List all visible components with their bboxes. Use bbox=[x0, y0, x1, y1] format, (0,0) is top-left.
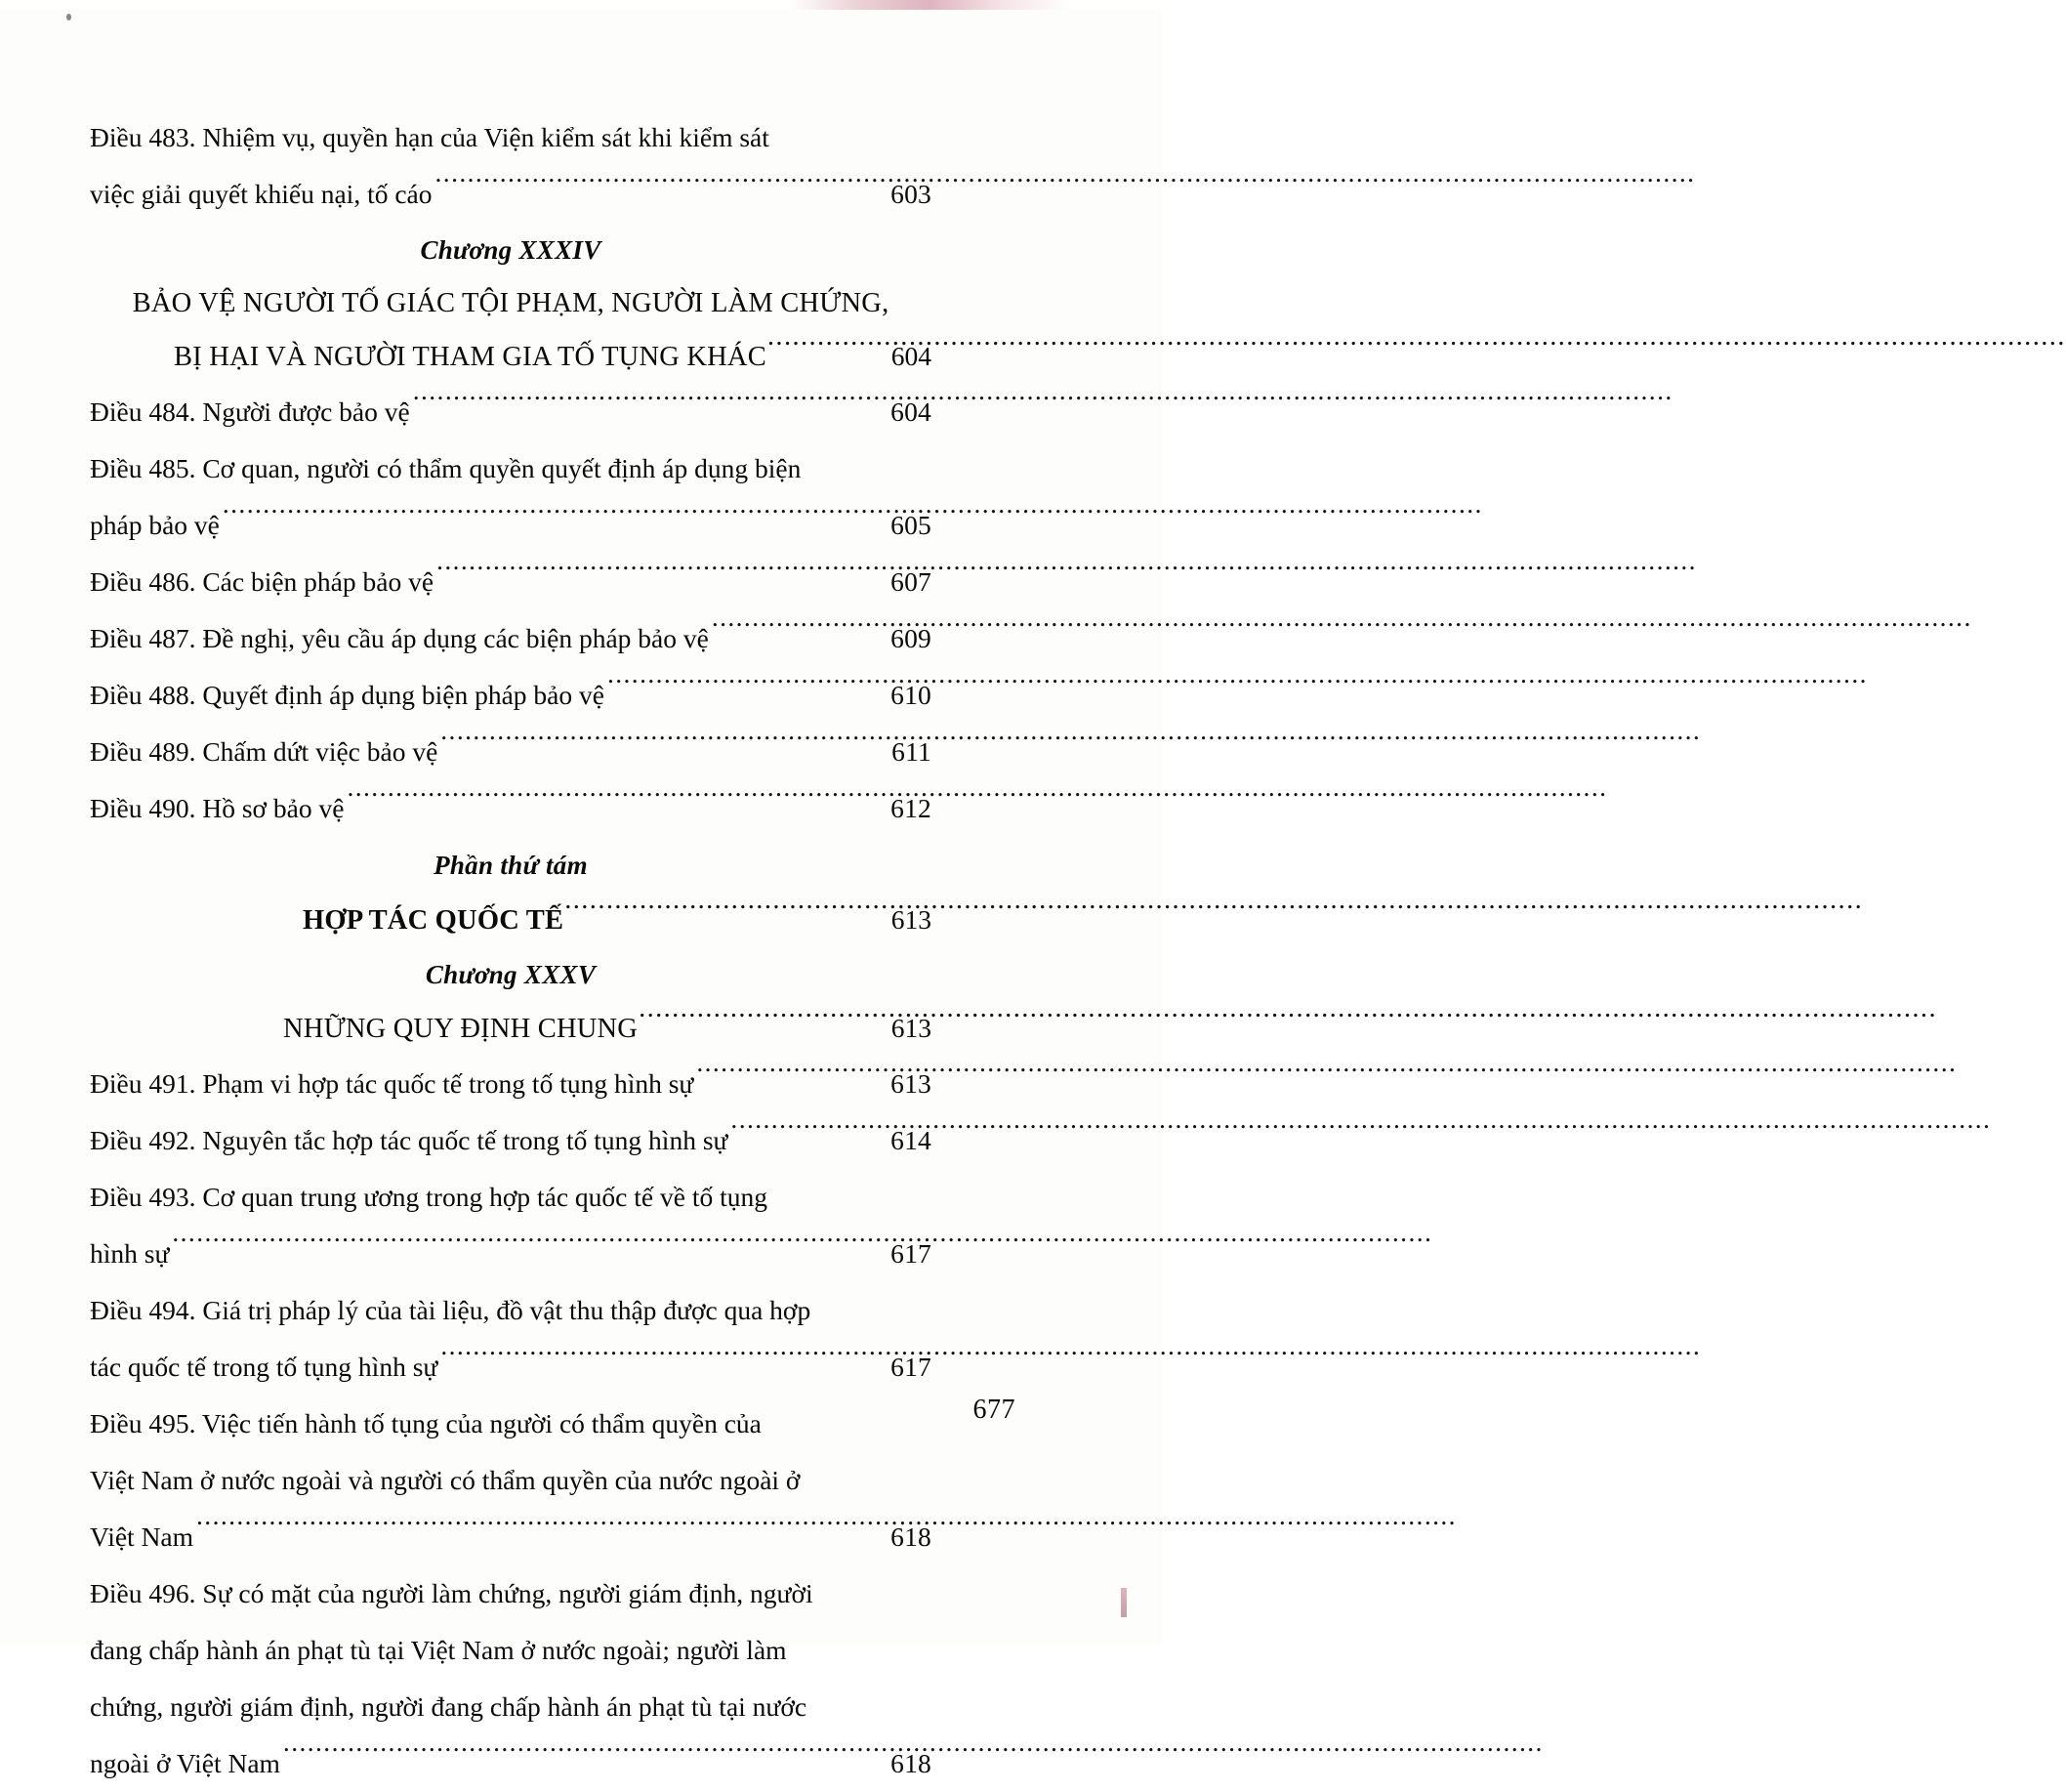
page-number: 612 bbox=[890, 793, 931, 823]
toc-entry-line: Điều 492. Nguyên tắc hợp tác quốc tế trong tố tụng hình sự bbox=[90, 1125, 728, 1155]
scan-speck-artifact bbox=[66, 14, 71, 21]
dot-leader bbox=[440, 1350, 888, 1377]
toc-entry-line: Điều 490. Hồ sơ bảo vệ bbox=[90, 793, 345, 823]
chapter-title-line: BẢO VỆ NGƯỜI TỐ GIÁC TỘI PHẠM, NGƯỜI LÀM CHỨNG, bbox=[132, 288, 889, 318]
page-number: 613 bbox=[890, 1013, 931, 1043]
page-number: 603 bbox=[890, 179, 931, 209]
dot-leader bbox=[564, 901, 891, 930]
page-number: 604 bbox=[890, 396, 931, 427]
page-number: 617 bbox=[890, 1238, 931, 1269]
toc-entry-line: ngoài ở Việt Nam bbox=[90, 1748, 280, 1778]
dot-leader bbox=[413, 395, 888, 422]
chapter-title: NHỮNG QUY ĐỊNH CHUNG bbox=[283, 1014, 639, 1044]
chapter-label-xxxv: Chương XXXV bbox=[425, 960, 597, 989]
page-number: 609 bbox=[890, 623, 931, 653]
toc-entry-line: Điều 487. Đề nghị, yêu cầu áp dụng các biện pháp bảo vệ bbox=[90, 623, 709, 653]
toc-entry-line: chứng, người giám định, người đang chấp hành án phạt tù tại nước bbox=[90, 1691, 807, 1722]
page-number: 618 bbox=[890, 1748, 931, 1778]
dot-leader bbox=[607, 678, 888, 705]
toc-entry-line: Điều 493. Cơ quan trung ương trong hợp tác quốc tế về tố tụng bbox=[90, 1182, 767, 1212]
toc-entry-line: Điều 483. Nhiệm vụ, quyền hạn của Viện kiểm sát khi kiểm sát bbox=[90, 122, 769, 152]
toc-entry-line: Điều 489. Chấm dứt việc bảo vệ bbox=[90, 736, 438, 767]
page-folio: 677 bbox=[972, 1395, 1015, 1425]
scan-edge-artifact bbox=[0, 0, 1162, 10]
page-number: 607 bbox=[890, 566, 931, 597]
dot-leader bbox=[435, 177, 889, 204]
dot-leader bbox=[639, 1010, 891, 1038]
dot-leader bbox=[223, 508, 888, 535]
toc-entry-line: Điều 485. Cơ quan, người có thẩm quyền quyết định áp dụng biện bbox=[90, 453, 802, 483]
toc-entry-line: Việt Nam ở nước ngoài và người có thẩm quyền của nước ngoài ở bbox=[90, 1465, 801, 1495]
page-number: 613 bbox=[890, 1068, 931, 1099]
dot-leader bbox=[436, 564, 888, 592]
page-number: 617 bbox=[890, 1352, 931, 1382]
scan-margin-mark bbox=[1121, 1588, 1127, 1617]
toc-entry-line: đang chấp hành án phạt tù tại Việt Nam ở nước ngoài; người làm bbox=[90, 1635, 787, 1665]
dot-leader bbox=[283, 1746, 888, 1773]
toc-entry-dieu-484 bbox=[90, 384, 931, 440]
page-number: 610 bbox=[890, 680, 931, 710]
toc-entry-dieu-492 bbox=[90, 1112, 931, 1169]
page-number: 605 bbox=[890, 510, 931, 540]
page-number: 614 bbox=[890, 1125, 931, 1155]
toc-entry-line: Việt Nam bbox=[90, 1521, 194, 1552]
toc-entry-dieu-490 bbox=[90, 780, 931, 837]
dot-leader bbox=[696, 1066, 888, 1094]
toc-entry-line: hình sự bbox=[90, 1238, 170, 1269]
dot-leader bbox=[440, 734, 889, 762]
page-number: 613 bbox=[890, 904, 931, 935]
chapter-title-line: BỊ HẠI VÀ NGƯỜI THAM GIA TỐ TỤNG KHÁC bbox=[174, 342, 766, 372]
page-number: 604 bbox=[890, 341, 931, 371]
page-number: 618 bbox=[890, 1521, 931, 1552]
toc-entry-line: Điều 486. Các biện pháp bảo vệ bbox=[90, 566, 434, 597]
dot-leader bbox=[196, 1520, 888, 1547]
toc-entry-dieu-493 bbox=[90, 1169, 931, 1282]
toc-entry-dieu-495 bbox=[90, 1396, 931, 1565]
toc-entry-line: tác quốc tế trong tố tụng hình sự bbox=[90, 1352, 438, 1382]
toc-entry-line: Điều 488. Quyết định áp dụng biện pháp bảo vệ bbox=[90, 680, 604, 710]
dot-leader bbox=[172, 1236, 888, 1264]
toc-entry-dieu-494 bbox=[90, 1282, 931, 1396]
dot-leader bbox=[730, 1123, 888, 1150]
toc-entry-dieu-483 bbox=[90, 109, 931, 223]
toc-entry-line: pháp bảo vệ bbox=[90, 510, 220, 540]
dot-leader bbox=[347, 791, 888, 818]
toc-entry-part-eight-title bbox=[90, 894, 931, 947]
part-label-eight: Phần thứ tám bbox=[434, 851, 588, 880]
toc-entry-line: việc giải quyết khiếu nại, tố cáo bbox=[90, 179, 433, 209]
toc-entry-dieu-496 bbox=[90, 1565, 931, 1792]
toc-entry-line: Điều 491. Phạm vi hợp tác quốc tế trong tố tụng hình sự bbox=[90, 1068, 694, 1099]
part-title: HỢP TÁC QUỐC TẾ bbox=[303, 905, 564, 936]
dot-leader bbox=[712, 621, 888, 648]
toc-entry-line: Điều 496. Sự có mặt của người làm chứng, người giám định, người bbox=[90, 1578, 813, 1608]
chapter-label-xxxiv: Chương XXXIV bbox=[420, 235, 601, 265]
page-number: 611 bbox=[891, 736, 931, 767]
toc-entry-line: Điều 494. Giá trị pháp lý của tài liệu, đồ vật thu thập được qua hợp bbox=[90, 1295, 811, 1325]
dot-leader bbox=[767, 338, 891, 366]
toc-entries-container bbox=[90, 109, 931, 1792]
toc-entry-line: Điều 495. Việc tiến hành tố tụng của người có thẩm quyền của bbox=[90, 1408, 762, 1438]
toc-entry-line: Điều 484. Người được bảo vệ bbox=[90, 396, 410, 427]
